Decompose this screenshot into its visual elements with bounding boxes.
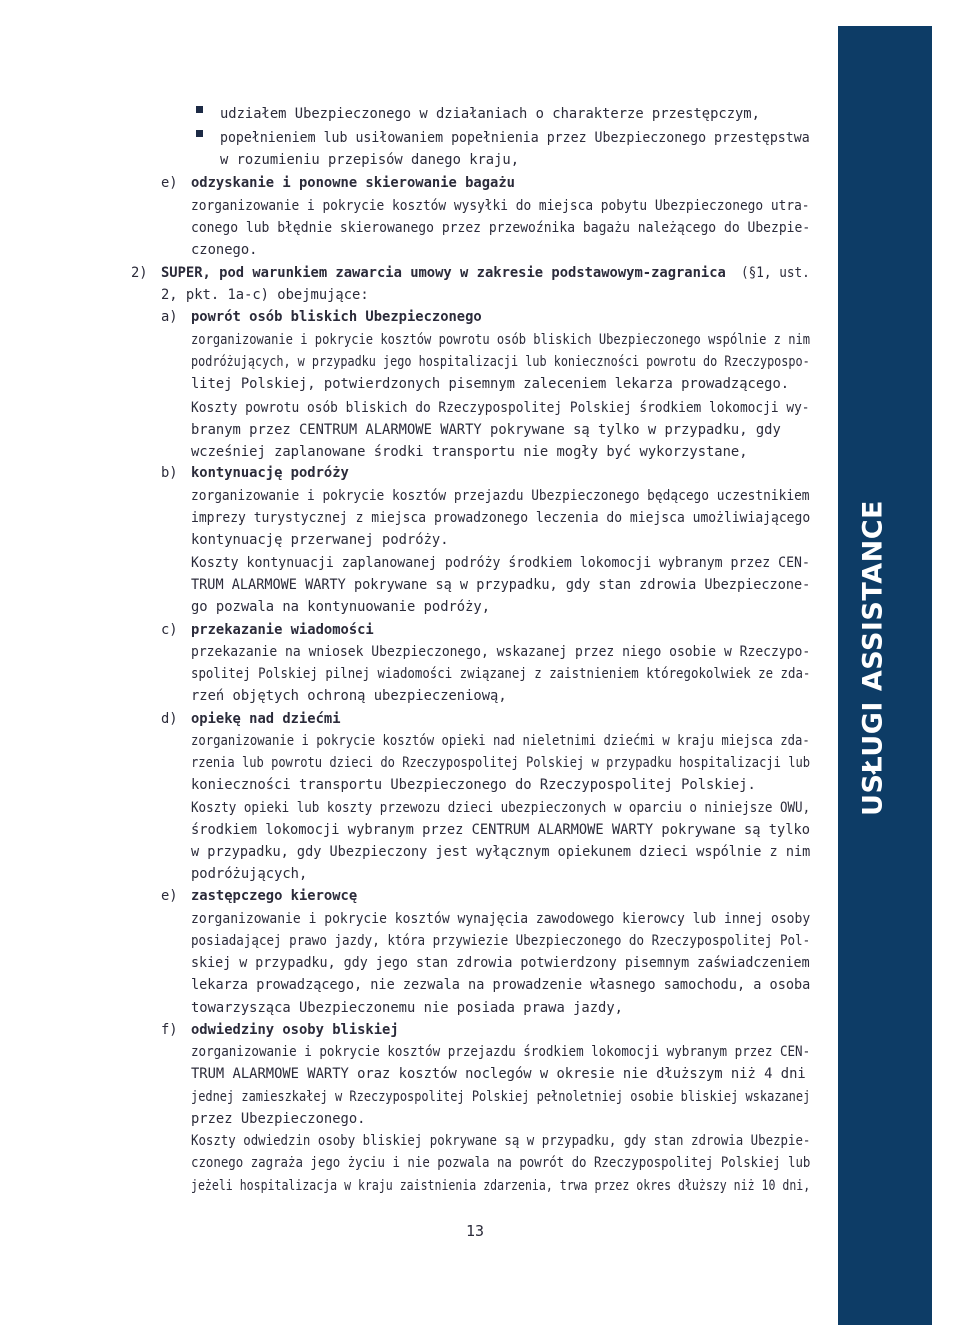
paragraph-line: czonego.: [191, 242, 258, 258]
paragraph-line: kontynuację przerwanej podróży.: [191, 532, 449, 548]
paragraph-line: towarzysząca Ubezpieczonemu nie posiada prawa jazdy,: [191, 1000, 623, 1016]
paragraph-line: TRUM ALARMOWE WARTY pokrywane są w przypadku, gdy stan zdrowia Ubezpieczone-: [191, 577, 811, 593]
paragraph-line: podróżujących, w przypadku jego hospitalizacji lub konieczności powrotu do Rzeczypospo-: [191, 354, 810, 370]
paragraph-line: jeżeli hospitalizacja w kraju zaistnienia zdarzenia, trwa przez okres dłuższy niż 10 dni,: [191, 1178, 811, 1194]
item-marker: e): [161, 888, 178, 904]
paragraph-line: podróżujących,: [191, 866, 308, 882]
item-marker: b): [161, 465, 178, 481]
item-heading: odwiedziny osoby bliskiej: [191, 1022, 399, 1038]
item-marker: f): [161, 1022, 178, 1038]
paragraph-line: zorganizowanie i pokrycie kosztów przejazdu Ubezpieczonego będącego uczestnikiem: [191, 488, 810, 504]
bullet-icon: [196, 130, 203, 137]
item-marker: e): [161, 175, 178, 191]
paragraph-line: spolitej Polskiej pilnej wiadomości związanej z zaistnieniem któregokolwiek ze zda-: [191, 666, 811, 682]
item-heading: zastępczego kierowcę: [191, 888, 358, 904]
bullet-icon: [196, 106, 203, 113]
side-tab-label: USŁUGI ASSISTANCE: [857, 500, 889, 816]
paragraph-line: 2, pkt. 1a-c) obejmujące:: [161, 287, 369, 303]
paragraph-line: środkiem lokomocji wybranym przez CENTRUM ALARMOWE WARTY pokrywane są tylko: [191, 822, 810, 838]
paragraph-line: zorganizowanie i pokrycie kosztów powrotu osób bliskich Ubezpieczonego wspólnie z nim: [191, 332, 811, 348]
item-marker: c): [161, 622, 178, 638]
paragraph-line: wcześniej zaplanowane środki transportu nie mogły być wykorzystane,: [191, 444, 748, 460]
list-item-text: popełnieniem lub usiłowaniem popełnienia przez Ubezpieczonego przestępstwa: [220, 130, 810, 146]
paragraph-line: conego lub błędnie skierowanego przez przewoźnika bagażu należącego do Ubezpie-: [191, 220, 811, 236]
paragraph-line: lekarza prowadzącego, nie zezwala na prowadzenie własnego samochodu, a osoba: [191, 977, 811, 993]
item-marker: d): [161, 711, 178, 727]
paragraph-line: Koszty kontynuacji zaplanowanej podróży środkiem lokomocji wybranym przez CEN-: [191, 555, 810, 571]
item-heading: przekazanie wiadomości: [191, 622, 374, 638]
paragraph-line: litej Polskiej, potwierdzonych pisemnym zaleceniem lekarza prowadzącego.: [191, 376, 790, 392]
paragraph-line: przez Ubezpieczonego.: [191, 1111, 366, 1127]
page-number: 13: [466, 1222, 485, 1240]
paragraph-line: rzenia lub powrotu dzieci do Rzeczypospolitej Polskiej w przypadku hospitalizacji lub: [191, 755, 811, 771]
paragraph-line: zorganizowanie i pokrycie kosztów opieki nad nieletnimi dziećmi w kraju miejsca zda-: [191, 733, 810, 749]
paragraph-line: posiadającej prawo jazdy, która przywiezie Ubezpieczonego do Rzeczypospolitej Pol-: [191, 933, 811, 949]
paragraph-line: skiej w przypadku, gdy jego stan zdrowia potwierdzony pisemnym zaświadczeniem: [191, 955, 810, 971]
paragraph-line: zorganizowanie i pokrycie kosztów wysyłki do miejsca pobytu Ubezpieczonego utra-: [191, 198, 810, 214]
item-heading: odzyskanie i ponowne skierowanie bagażu: [191, 175, 515, 191]
item-heading: powrót osób bliskich Ubezpieczonego: [191, 309, 482, 325]
item-heading: opiekę nad dziećmi: [191, 711, 341, 727]
paragraph-line: zorganizowanie i pokrycie kosztów przejazdu środkiem lokomocji wybranym przez CEN-: [191, 1044, 811, 1060]
paragraph-line: przekazanie na wniosek Ubezpieczonego, wskazanej przez niego osobie w Rzeczypo-: [191, 644, 811, 660]
paragraph-line: Koszty opieki lub koszty przewozu dzieci ubezpieczonych w oparciu o niniejsze OWU,: [191, 800, 811, 816]
paragraph-line: konieczności transportu Ubezpieczonego do Rzeczypospolitej Polskiej.: [191, 777, 756, 793]
paragraph-line: branym przez CENTRUM ALARMOWE WARTY pokrywane są tylko w przypadku, gdy: [191, 422, 781, 438]
item-marker: 2): [131, 265, 148, 281]
paragraph-line: Koszty odwiedzin osoby bliskiej pokrywane są w przypadku, gdy stan zdrowia Ubezpie-: [191, 1133, 811, 1149]
paragraph-line: rzeń objętych ochroną ubezpieczeniową,: [191, 688, 507, 704]
list-item-text: udziałem Ubezpieczonego w działaniach o charakterze przestępczym,: [220, 106, 760, 122]
list-item-text: w rozumieniu przepisów danego kraju,: [220, 152, 520, 168]
paragraph-line: zorganizowanie i pokrycie kosztów wynajęcia zawodowego kierowcy lub innej osoby: [191, 911, 811, 927]
paragraph-line: w przypadku, gdy Ubezpieczony jest wyłącznym opiekunem dzieci wspólnie z nim: [191, 844, 811, 860]
item-marker: a): [161, 309, 178, 325]
paragraph-line: jednej zamieszkałej w Rzeczypospolitej Polskiej pełnoletniej osobie bliskiej wskazanej: [191, 1089, 811, 1105]
paragraph-line: Koszty powrotu osób bliskich do Rzeczypospolitej Polskiej środkiem lokomocji wy-: [191, 400, 810, 416]
item-heading: SUPER, pod warunkiem zawarcia umowy w zakresie podstawowym-zagranica: [161, 265, 726, 281]
paragraph-line: (§1, ust.: [741, 265, 810, 281]
paragraph-line: imprezy turystycznej z miejsca prowadzonego leczenia do miejsca umożliwiającego: [191, 510, 811, 526]
paragraph-line: czonego zagraża jego życiu i nie pozwala na powrót do Rzeczypospolitej Polskiej lub: [191, 1155, 811, 1171]
paragraph-line: TRUM ALARMOWE WARTY oraz kosztów noclegów w okresie nie dłuższym niż 4 dni: [191, 1066, 806, 1082]
item-heading: kontynuację podróży: [191, 465, 349, 481]
paragraph-line: go pozwala na kontynuowanie podróży,: [191, 599, 491, 615]
